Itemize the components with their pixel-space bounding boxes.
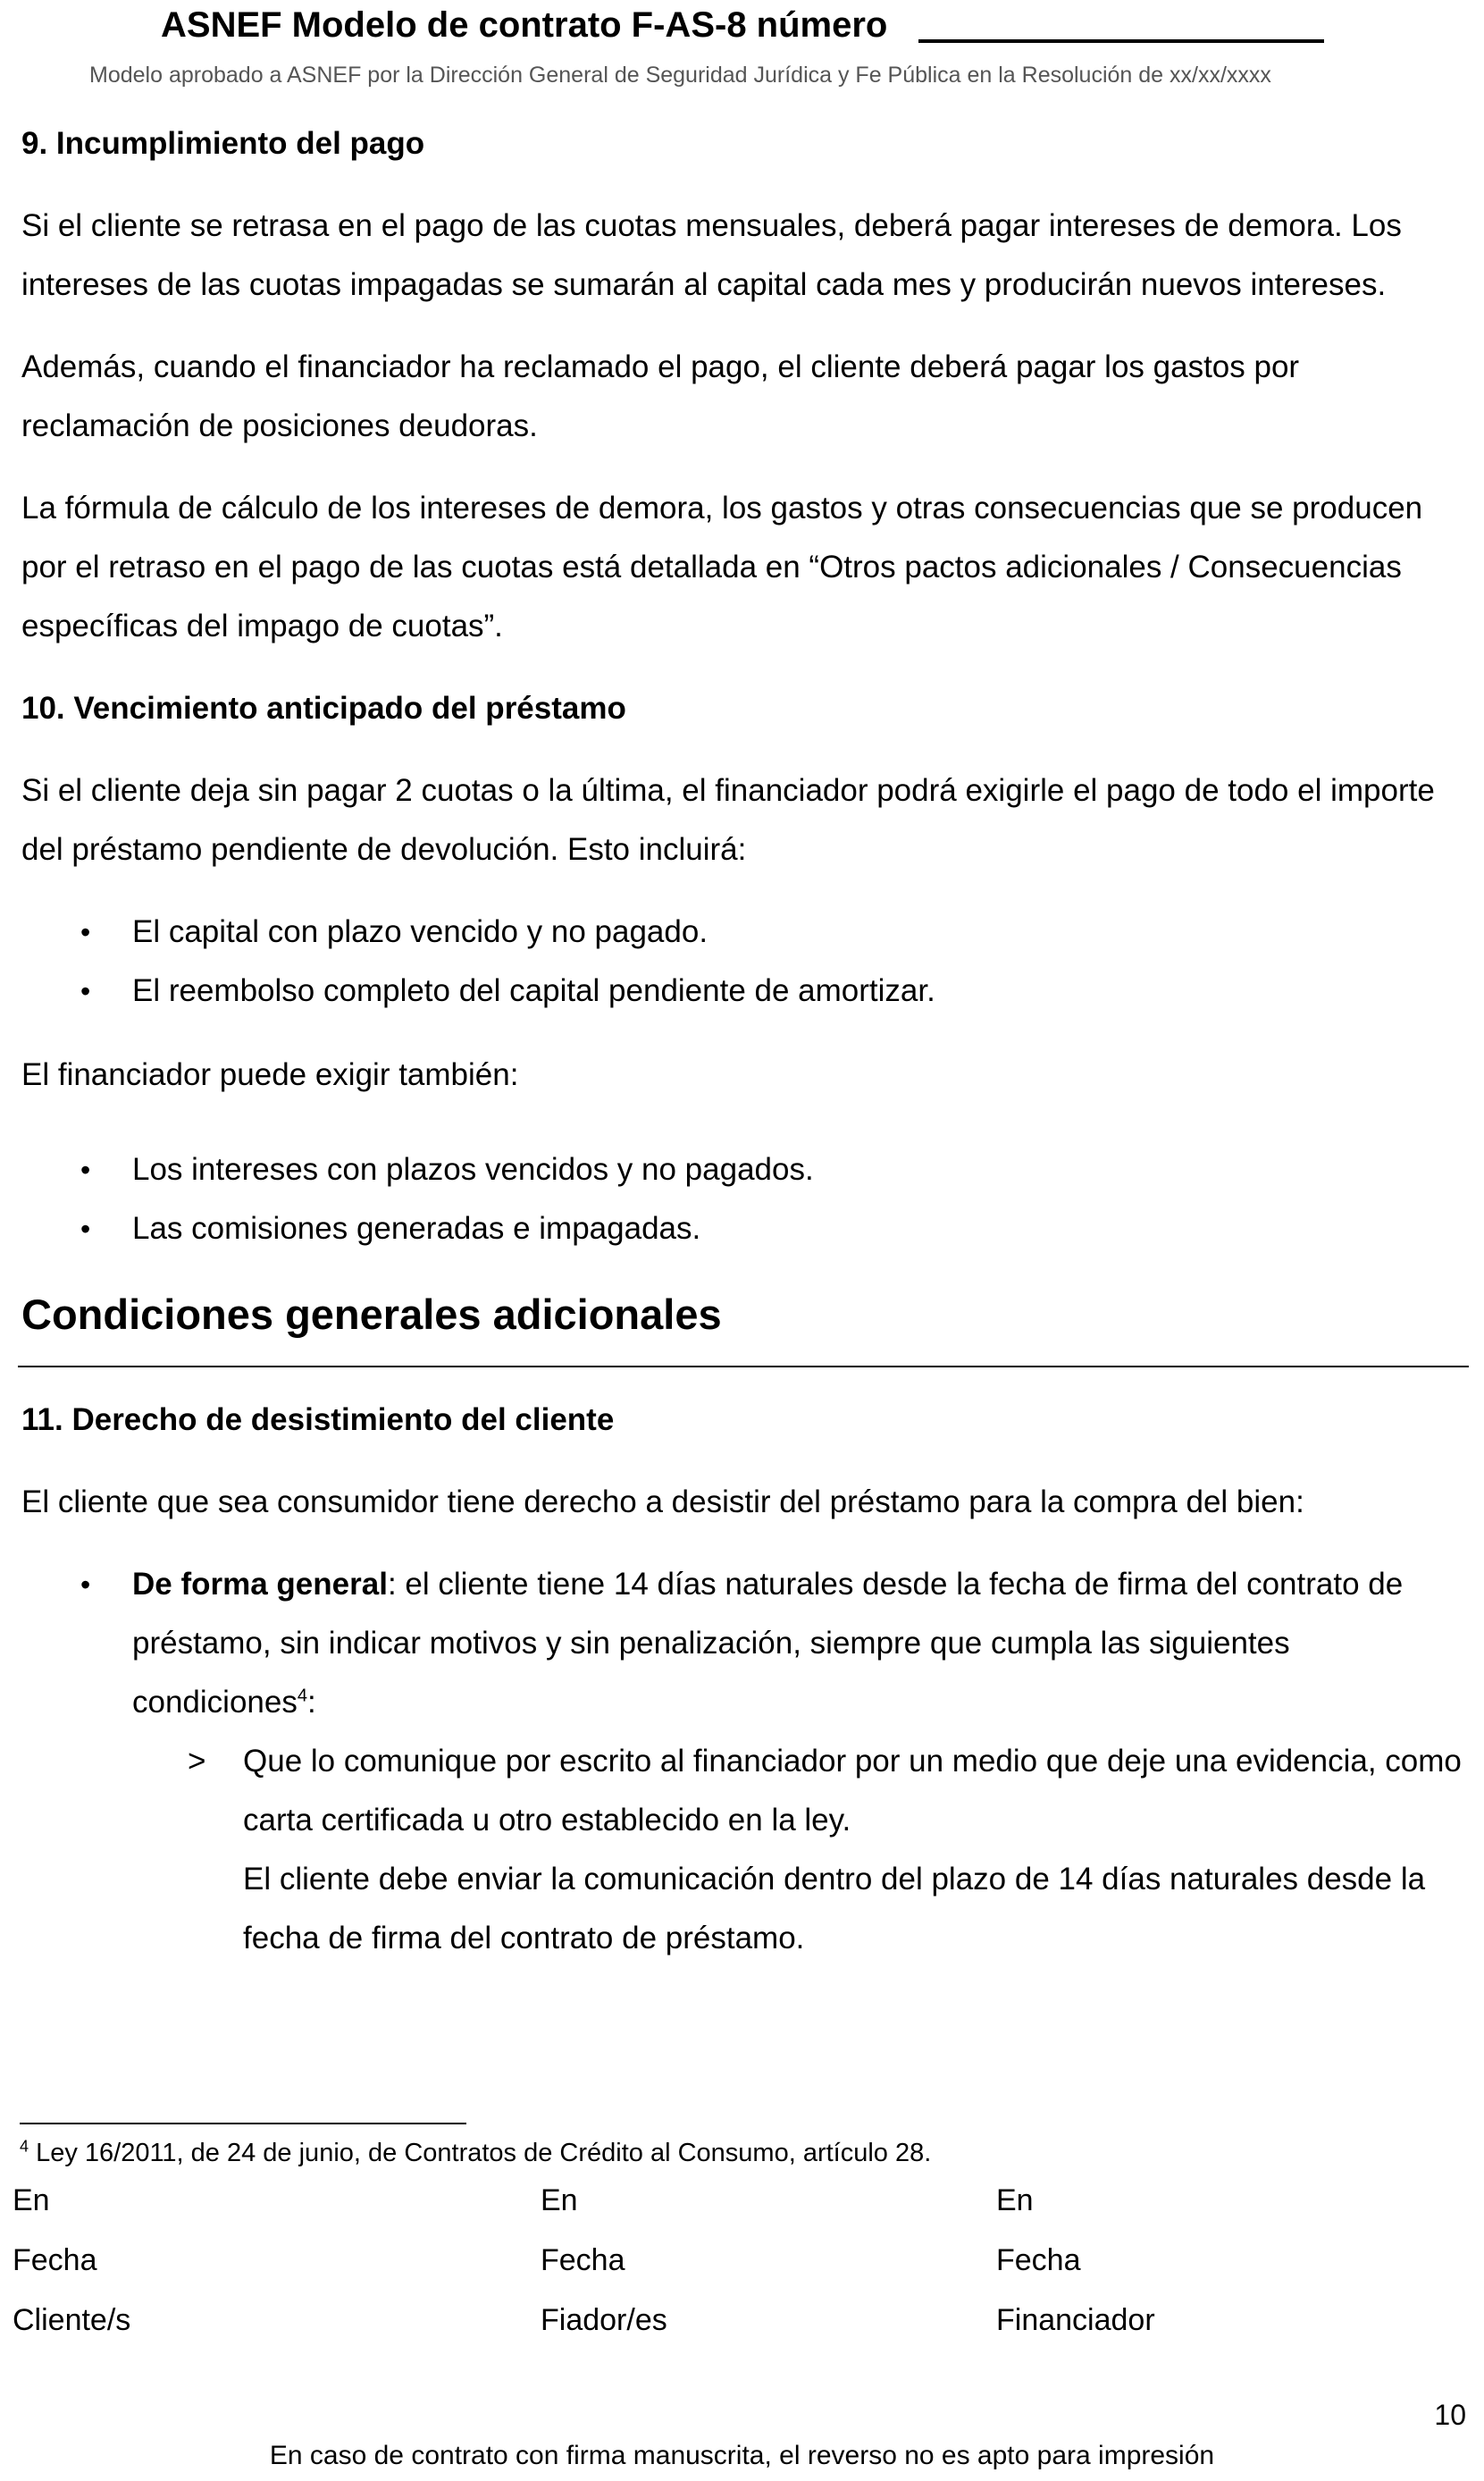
bullet-icon: • [80, 916, 91, 948]
section-9-paragraph-3: La fórmula de cálculo de los intereses de demora, los gastos y otras consecuencias que se producen por el retraso en el pago de las cuotas está detallada en “Otros pactos adicionales / Consecuencias específicas del impago de cuotas”. [21, 491, 1423, 643]
list-item-text: : el cliente tiene 14 días naturales desde la fecha de firma del contrato de préstamo, sin indicar motivos y sin penalización, siempre que cumpla las siguientes condiciones [132, 1567, 1404, 1720]
section-9-paragraph-1: Si el cliente se retrasa en el pago de las cuotas mensuales, deberá pagar intereses de demora. Los intereses de las cuotas impagadas se sumarán al capital cada mes y producirán nuevos intereses. [21, 208, 1402, 302]
sub-list-item [21, 1732, 1469, 1850]
bullet-icon: • [80, 975, 91, 1007]
footnote [20, 2139, 931, 2168]
section-9-heading: 9. Incumplimiento del pago [21, 126, 425, 161]
list-item [21, 962, 1469, 1021]
list-item [21, 1555, 1469, 1732]
list-item-text: El reembolso completo del capital pendiente de amortizar. [132, 973, 935, 1008]
signature-client-date: Fecha [13, 2243, 97, 2277]
list-item [21, 1140, 1469, 1199]
section-9-paragraph-2: Además, cuando el financiador ha reclamado el pago, el cliente deberá pagar los gastos por reclamación de posiciones deudoras. [21, 349, 1300, 443]
signature-client-place: En [13, 2183, 50, 2217]
bullet-icon: • [80, 1154, 91, 1186]
approval-subtitle: Modelo aprobado a ASNEF por la Dirección General de Seguridad Jurídica y Fe Pública en la Resolución de xx/xx/xxxx [89, 63, 1271, 88]
signature-guarantor-date: Fecha [541, 2243, 625, 2277]
list-item [21, 1199, 1469, 1258]
list-item-text: Las comisiones generadas e impagadas. [132, 1211, 701, 1246]
signature-client-role: Cliente/s [13, 2303, 131, 2337]
sub-list-item-text: Que lo comunique por escrito al financiador por un medio que deje una evidencia, como carta certificada u otro establecido en la ley. [243, 1744, 1462, 1838]
section-10-list-1 [21, 903, 1469, 1021]
footnote-number: 4 [20, 2137, 29, 2156]
signature-lender-place: En [996, 2183, 1034, 2217]
print-footer: En caso de contrato con firma manuscrita, el reverso no es apto para impresión [269, 2441, 1215, 2470]
section-11-list [21, 1555, 1469, 1732]
bullet-icon: • [80, 1568, 91, 1601]
signature-guarantor-place: En [541, 2183, 578, 2217]
list-item [21, 903, 1469, 962]
section-10-paragraph-2: El financiador puede exigir también: [21, 1057, 519, 1092]
section-10-list-2 [21, 1140, 1469, 1258]
bold-lead: De forma general [132, 1567, 388, 1602]
page-number: 10 [1434, 2399, 1466, 2431]
signature-lender-role: Financiador [996, 2303, 1155, 2337]
sub-list-continuation: El cliente debe enviar la comunicación dentro del plazo de 14 días naturales desde la fecha de firma del contrato de préstamo. [243, 1862, 1426, 1955]
document-body [21, 114, 1469, 1968]
document-title: ASNEF Modelo de contrato F-AS-8 número [161, 5, 888, 45]
section-10-heading: 10. Vencimiento anticipado del préstamo [21, 691, 626, 726]
footnote-reference[interactable]: 4 [297, 1686, 307, 1706]
list-item-text: El capital con plazo vencido y no pagado. [132, 914, 708, 949]
section-11-heading: 11. Derecho de desistimiento del cliente [21, 1402, 615, 1437]
general-conditions-heading: Condiciones generales adicionales [21, 1291, 722, 1338]
contract-number-blank [918, 39, 1324, 43]
list-item-end: : [306, 1685, 316, 1720]
section-11-paragraph-1: El cliente que sea consumidor tiene derecho a desistir del préstamo para la compra del bien: [21, 1484, 1304, 1519]
signature-guarantor-role: Fiador/es [541, 2303, 667, 2337]
section-10-paragraph-1: Si el cliente deja sin pagar 2 cuotas o la última, el financiador podrá exigirle el pago de todo el importe del préstamo pendiente de devolución. Esto incluirá: [21, 773, 1435, 867]
bullet-icon: • [80, 1213, 91, 1245]
footnote-text: Ley 16/2011, de 24 de junio, de Contratos de Crédito al Consumo, artículo 28. [29, 2139, 932, 2167]
chevron-right-icon: > [188, 1744, 206, 1779]
list-item-text: Los intereses con plazos vencidos y no pagados. [132, 1152, 814, 1187]
heading-divider [18, 1366, 1469, 1367]
footnote-divider [20, 2123, 466, 2124]
signature-lender-date: Fecha [996, 2243, 1081, 2277]
